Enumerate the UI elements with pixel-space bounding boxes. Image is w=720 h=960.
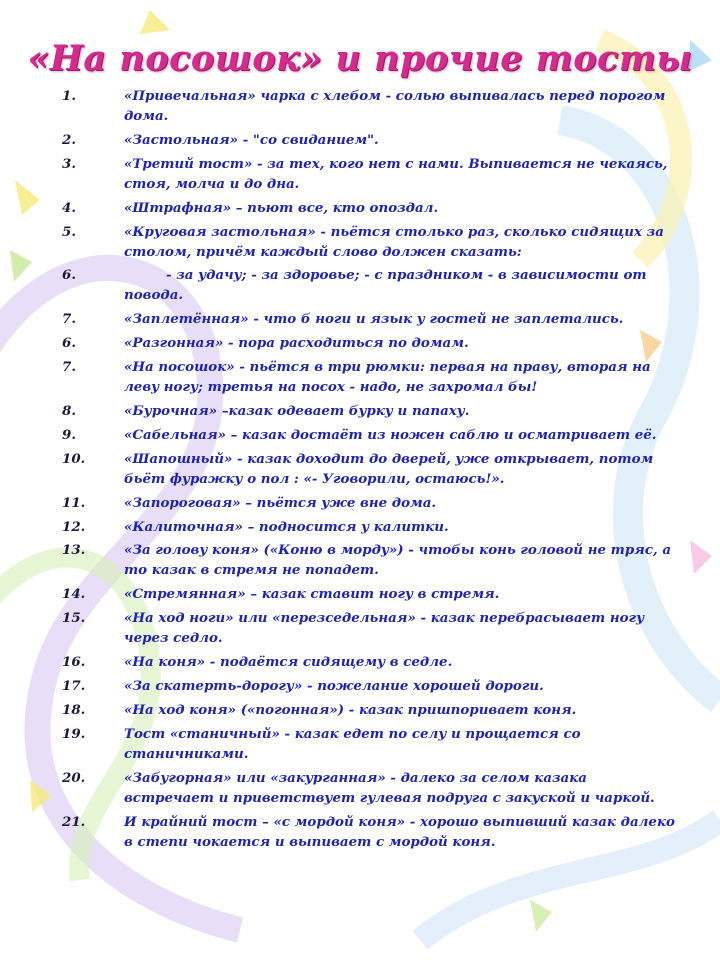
item-text: «Заплетённая» - что б ноги и язык у гостей не заплетались. <box>124 311 624 328</box>
item-number: 1. <box>62 88 76 104</box>
item-number: 18. <box>62 701 86 718</box>
item-text: «На ход ноги» или «перезседельная» - казак перебрасывает ногу через седло. <box>124 610 645 647</box>
item-text: «Сабельная» – казак достаёт из ножен саблю и осматривает её. <box>124 426 657 443</box>
list-item <box>0 130 720 150</box>
item-text: - за удачу; - за здоровье; - с праздником - в зависимости от повода. <box>124 267 652 304</box>
list-item <box>0 222 720 262</box>
item-number: 5. <box>62 223 76 240</box>
list-item <box>0 517 720 537</box>
list-item <box>0 540 720 580</box>
list-item <box>0 724 720 764</box>
item-text: «Штрафная» – пьют все, кто опоздал. <box>124 199 439 216</box>
item-number: 4. <box>62 199 76 216</box>
list-item <box>0 584 720 604</box>
item-text: «Стремянная» – казак ставит ногу в стремя. <box>124 586 500 603</box>
item-number: 7. <box>62 359 76 376</box>
item-text: «На посошок» - пьётся в три рюмки: первая на праву, вторая на леву ногу; третья на посох - надо, не захромал бы! <box>124 359 651 396</box>
item-number: 6. <box>62 335 76 352</box>
item-number: 10. <box>62 450 86 467</box>
item-text: «Третий тост» - за тех, кого нет с нами. Выпивается не чекаясь, стоя, молча и до дна. <box>124 155 668 192</box>
item-number: 11. <box>62 494 86 511</box>
item-text: «Привечальная» чарка с хлебом - солью выпивалась перед порогом дома. <box>124 88 666 124</box>
item-text: «Забугорная» или «закурганная» - далеко за селом казака встречает и приветствует гулевая подруга с закуской и чаркой. <box>124 769 655 806</box>
list-item <box>0 86 720 126</box>
item-text: «Застольная» - "со свиданием". <box>124 131 379 148</box>
list-item <box>0 493 720 513</box>
item-number: 20. <box>62 769 86 786</box>
list-item <box>0 449 720 489</box>
list-item <box>0 652 720 672</box>
item-number: 21. <box>62 813 86 830</box>
list-item <box>0 608 720 648</box>
item-text: «На коня» - подаётся сидящему в седле. <box>124 654 453 671</box>
item-number: 17. <box>62 678 86 695</box>
list-item <box>0 812 720 852</box>
item-number: 16. <box>62 654 86 671</box>
list-item <box>0 357 720 397</box>
item-number: 7. <box>62 311 76 328</box>
toast-list <box>0 86 720 855</box>
item-text: «Калиточная» – подносится у калитки. <box>124 518 449 535</box>
item-number: 8. <box>62 403 76 420</box>
item-number: 14. <box>62 586 86 603</box>
item-text: «За голову коня» («Коню в морду») - чтобы конь головой не тряс, а то казак в стремя не попадет. <box>124 542 671 579</box>
list-item <box>0 700 720 720</box>
item-number: 6. <box>62 267 76 284</box>
page-title: «На посошок» и прочие тосты <box>27 38 693 79</box>
item-number: 12. <box>62 518 86 535</box>
list-item <box>0 265 720 305</box>
item-text: «За скатерть-дорогу» - пожелание хорошей дороги. <box>124 678 544 695</box>
list-item <box>0 768 720 808</box>
item-number: 15. <box>62 610 86 627</box>
item-text: «На ход коня» («погонная») - казак пришпоривает коня. <box>124 701 577 718</box>
list-item <box>0 333 720 353</box>
item-number: 9. <box>62 426 76 443</box>
list-item <box>0 425 720 445</box>
item-text: «Круговая застольная» - пьётся столько раз, сколько сидящих за столом, причём каждый слово должен сказать: <box>124 223 664 260</box>
item-number: 2. <box>62 131 76 148</box>
item-number: 19. <box>62 725 86 742</box>
list-item <box>0 401 720 421</box>
item-number: 13. <box>62 542 86 559</box>
item-text: Тост «станичный» - казак едет по селу и прощается со станичниками. <box>124 725 581 762</box>
item-text: «Разгонная» - пора расходиться по домам. <box>124 335 469 352</box>
list-item <box>0 198 720 218</box>
item-text: И крайний тост – «с мордой коня» - хорошо выпивший казак далеко в степи чокается и выпивает с мордой коня. <box>124 813 675 850</box>
list-item <box>0 676 720 696</box>
item-text: «Запороговая» – пьётся уже вне дома. <box>124 494 437 511</box>
item-number: 3. <box>62 155 76 172</box>
list-item <box>0 309 720 329</box>
item-text: «Бурочная» –казак одевает бурку и папаху. <box>124 403 470 420</box>
item-text: «Шапошный» - казак доходит до дверей, уже открывает, потом бьёт фуражку о пол : «- Уговорили, остаюсь!». <box>124 450 654 487</box>
list-item <box>0 154 720 194</box>
